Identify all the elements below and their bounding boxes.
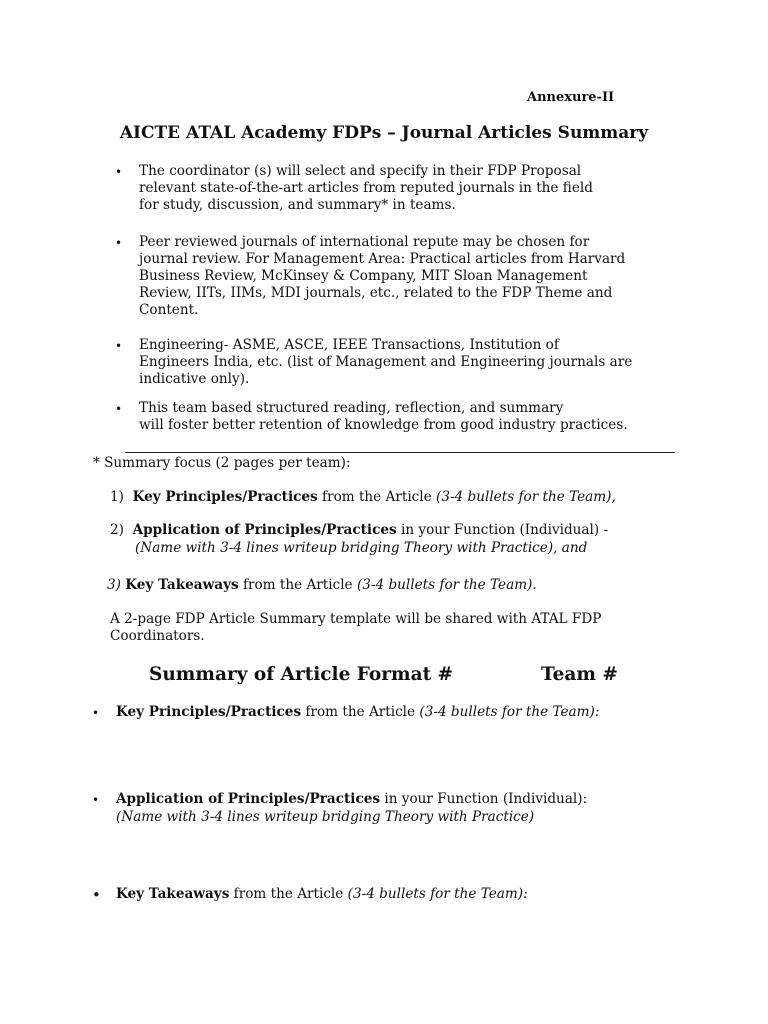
format-item-3: Key Takeaways from the Article (3-4 bullets for the Team): [116, 886, 528, 902]
summary-focus: * Summary focus (2 pages per team): [93, 455, 351, 471]
bullet-icon: • [115, 339, 123, 353]
numbered-item-3: 3) Key Takeaways from the Article (3-4 bullets for the Team). [107, 577, 537, 593]
team-heading: Team # [541, 664, 618, 685]
bullet-icon: • [115, 402, 123, 416]
template-note: A 2-page FDP Article Summary template will be shared with ATAL FDP Coordinators. [110, 611, 602, 644]
format-heading: Summary of Article Format # [149, 664, 454, 685]
bullet-paragraph-2: Peer reviewed journals of international repute may be chosen for journal review. For Management Area: Practical articles from Harvard Business Review, McKinsey & Company, MIT Sloan Management Review, IITs, IIMs, MDI journals, etc., related to the FDP Theme and Content. [139, 234, 626, 318]
bullet-paragraph-1: The coordinator (s) will select and specify in their FDP Proposal relevant state-of-the-art articles from reputed journals in the field for study, discussion, and summary* in teams. [139, 163, 593, 213]
numbered-item-2: 2) Application of Principles/Practices in your Function (Individual) - (Name with 3-4 lines writeup bridging Theory with Practice), and [110, 522, 609, 556]
bullet-paragraph-4: This team based structured reading, reflection, and summary will foster better retention of knowledge from good industry practices. [139, 400, 628, 433]
bullet-paragraph-3: Engineering- ASME, ASCE, IEEE Transactions, Institution of Engineers India, etc. (list of Management and Engineering journals are indicative only). [139, 337, 633, 387]
bullet-icon: • [92, 706, 100, 720]
bullet-icon: • [115, 165, 123, 179]
bullet-icon: • [92, 886, 101, 904]
format-item-2: Application of Principles/Practices in your Function (Individual): (Name with 3-4 lines writeup bridging Theory with Practice) [116, 791, 588, 825]
bullet-icon: • [92, 793, 100, 807]
format-item-1: Key Principles/Practices from the Article (3-4 bullets for the Team): [116, 704, 600, 720]
page-title: AICTE ATAL Academy FDPs – Journal Articles Summary [119, 123, 649, 143]
numbered-item-1: 1) Key Principles/Practices from the Article (3-4 bullets for the Team), [110, 489, 616, 505]
annexure-label: Annexure-II [527, 90, 615, 105]
bullet-icon: • [115, 236, 123, 250]
divider-line [125, 452, 675, 453]
